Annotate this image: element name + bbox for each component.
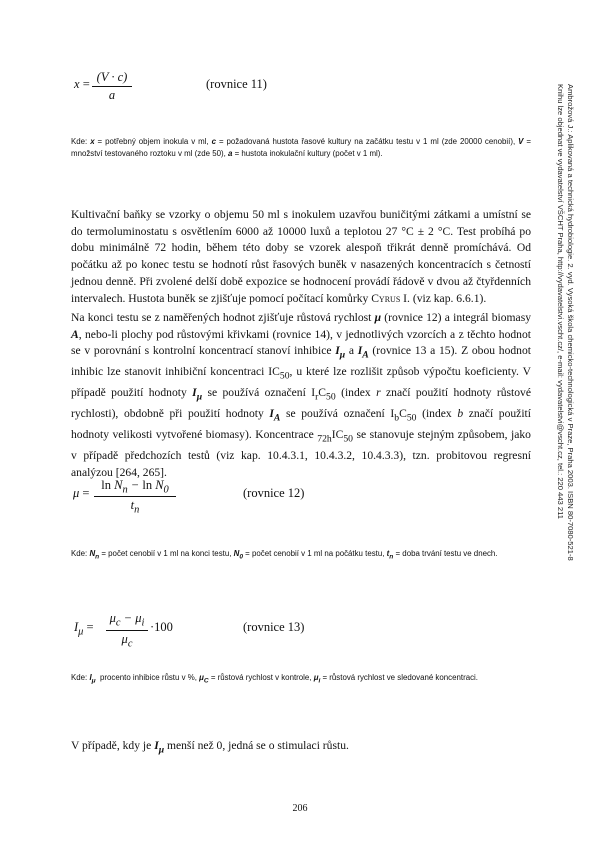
eq11-label: (rovnice 11) bbox=[206, 77, 267, 91]
page-number: 206 bbox=[292, 803, 308, 814]
eq13-lhs: $I_\mu$ = bbox=[74, 620, 94, 638]
eq12-key: Kde: $N_n$ = počet cenobií v 1 ml na konci testu, $N_0$ = počet cenobií v 1 ml na počátku testu, $t_n$ = doba trvání testu ve dnech. bbox=[71, 549, 498, 561]
eq11-lhs: x = bbox=[74, 77, 90, 91]
eq12-lhs: μ = bbox=[73, 486, 90, 500]
eq11-numerator: (V · c) bbox=[96, 70, 128, 84]
eq12-label: (rovnice 12) bbox=[243, 486, 305, 500]
eq12-denominator: $t_n$ bbox=[130, 498, 140, 516]
closing-sentence: V případě, kdy je $I_\mu$ menší než 0, jedná se o stimulaci růstu. bbox=[71, 739, 349, 756]
eq11-fraction-bar bbox=[92, 86, 132, 87]
eq11-denominator: a bbox=[108, 88, 116, 102]
eq11-key: Kde: x = potřebný objem inokula v ml, c = požadovaná hustota řasové kultury na začátku testu v 1 ml (zde 20000 cenobií), V = množství testovaného roztoku v ml (zde 50), a = hustota inokulační kultury (počet v 1 ml). bbox=[71, 137, 531, 158]
eq13-key: Kde: $I_\mu$ procento inhibice růstu v %, $\mu_C$ = růstová rychlost v kontrole, $\mu_i$ = růstová rychlost ve sledované koncentraci. bbox=[71, 673, 478, 685]
sidebar-line-1: Ambrožová J.: Aplikovaná a technická hydrobiologie. 2. vyd. Vysoká škola chemicko-technologická v Praze, Praha 2003. ISBN 80-7080-521-8 bbox=[566, 84, 575, 561]
eq12-numerator: $\ln N_n - \ln N_0$ bbox=[101, 478, 169, 496]
eq13-denominator: $\mu_c$ bbox=[121, 632, 133, 650]
paragraph-1: Kultivační baňky se vzorky o objemu 50 ml s inokulem uzavřou buničitými zátkami a umístní se do termoluminostatu s osvětlením 6000 až 10000 luxů a teplotou 27 °C ± 2 °C. Test probíhá po dobu minimálně 72 hodin, během této doby se vzorek alespoň třikrát denně promíchává. Od počátku až po konec testu se hodnotí růst řasových buněk v nasazených koncentracích s četností jednou denně. Při zvolené delší době expozice se hodnocení provádí řádově v dvou až čtyřdenních intervalech. Hustota buněk se zjišťuje pomocí počítací komůrky Cyrus I. (viz kap. 6.6.1). bbox=[71, 208, 531, 305]
sidebar-citation bbox=[541, 84, 600, 624]
eq13-numerator: $\mu_c - \mu_i$ bbox=[109, 611, 145, 629]
eq13-fraction-bar bbox=[106, 630, 148, 631]
eq12-fraction-bar bbox=[94, 496, 176, 497]
eq13-label: (rovnice 13) bbox=[243, 620, 305, 634]
eq13-factor: ·100 bbox=[150, 620, 173, 634]
paragraph-2: Na konci testu se z naměřených hodnot zjišťuje růstová rychlost μ (rovnice 12) a integrál biomasy A, nebo-li plochy pod růstovými křivkami (rovnice 14), v jednotlivých vzorcích a z těchto hodnot se v porovnání s kontrolní koncentrací stanoví inhibice $I_\mu$ a $I_A$ (rovnice 13 a 15). Z obou hodnot inhibic lze stanovit inhibiční koncentraci $IC_{50}$, u které lze rozlišit způsob výpočtu koeficienty. V případě použití hodnoty $I_\mu$ se používá označení $I_rC_{50}$ (index r značí použití hodnoty růstové rychlosti), obdobně při použití hodnoty $I_A$ se používá označení $I_bC_{50}$ (index b značí použití hodnoty velikosti vytvořené biomasy). Koncentrace $_{72h}IC_{50}$ se stanovuje stejným způsobem, jako v případě předchozích testů (viz kap. 10.4.3.1, 10.4.3.2, 10.4.3.3), tzn. probitovou regresní analýzou [264, 265]. bbox=[71, 311, 532, 480]
sidebar-line-2: Knihu lze objednat ve vydavatelství VŠCHT Praha, http://vydavatelstvi.vscht.cz/, e-mail: vydavatelstvi@vscht.cz, tel.: 220 443 211 bbox=[556, 84, 565, 519]
